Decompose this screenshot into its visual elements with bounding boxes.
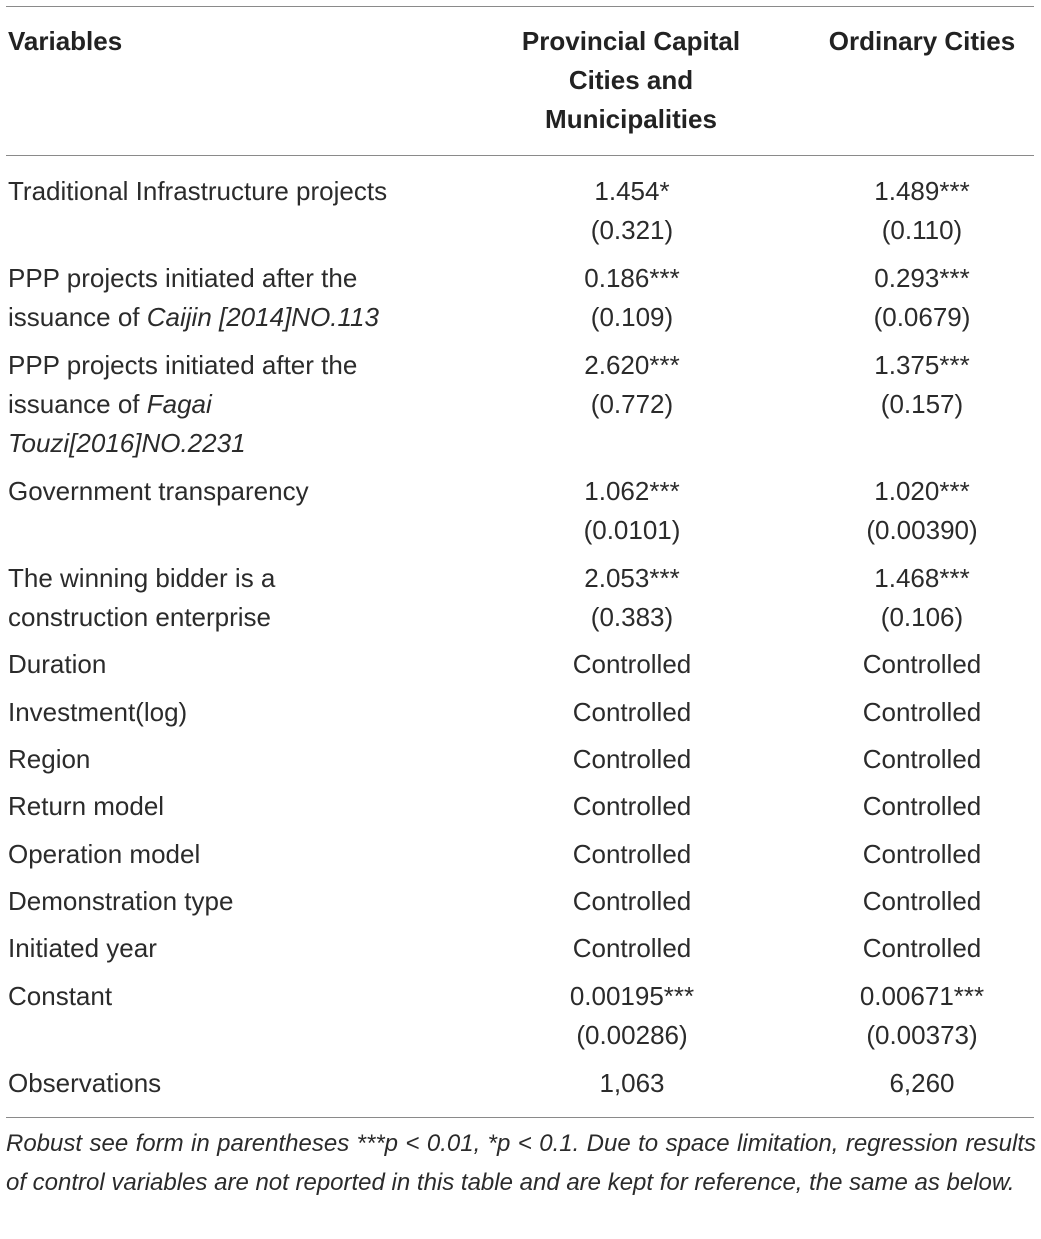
row-label: Investment(log) [8,697,188,727]
provincial-value: 0.186*** (0.109) [584,263,680,332]
provincial-value: Controlled [572,649,692,679]
provincial-value: 1,063 [599,1068,665,1098]
ordinary-value: 6,260 [889,1068,955,1098]
row-label: Government transparency [8,476,309,506]
header-col1-line3: Municipalities [545,104,717,134]
header-col1-line2: Cities and [568,65,694,95]
row-label: PPP projects initiated after the issuance of Fagai Touzi[2016]NO.2231 [8,350,358,458]
ordinary-value: Controlled [862,744,982,774]
provincial-value: 2.620*** (0.772) [584,350,680,419]
table-footnote: Robust see form in parentheses ***p < 0.01, *p < 0.1. Due to space limitation, regression results of control variables are not reported in this table and are kept for reference, the same as below. [6,1130,1036,1196]
provincial-value: Controlled [572,839,692,869]
header-ordinary-cities: Ordinary Cities [828,26,1016,56]
row-label: Observations [8,1068,162,1098]
ordinary-value: Controlled [862,791,982,821]
row-label: PPP projects initiated after the issuance of Caijin [2014]NO.113 [8,263,379,332]
top-rule [6,6,1034,7]
row-label: Return model [8,791,165,821]
row-label: Traditional Infrastructure projects [8,176,388,206]
ordinary-value: Controlled [862,886,982,916]
row-label: Demonstration type [8,886,234,916]
provincial-value: 1.062*** (0.0101) [583,476,681,545]
ordinary-value: 0.00671*** (0.00373) [859,981,985,1050]
header-rule [6,155,1034,156]
ordinary-value: 1.489*** (0.110) [874,176,970,245]
ordinary-value: 0.293*** (0.0679) [873,263,971,332]
ordinary-value: 1.468*** (0.106) [874,563,970,632]
provincial-value: Controlled [572,886,692,916]
row-label: Operation model [8,839,201,869]
row-label: Initiated year [8,933,157,963]
ordinary-value: Controlled [862,839,982,869]
row-label: Constant [8,981,113,1011]
header-col1-line1: Provincial Capital [521,26,741,56]
ordinary-value: Controlled [862,649,982,679]
row-label: The winning bidder is a construction enterprise [8,563,276,632]
ordinary-value: 1.020*** (0.00390) [866,476,978,545]
provincial-value: 2.053*** (0.383) [584,563,680,632]
row-label: Duration [8,649,107,679]
bottom-rule [6,1117,1034,1118]
provincial-value: 1.454* (0.321) [590,176,674,245]
ordinary-value: 1.375*** (0.157) [874,350,970,419]
header-variables: Variables [8,26,123,56]
provincial-value: 0.00195*** (0.00286) [569,981,695,1050]
ordinary-value: Controlled [862,933,982,963]
provincial-value: Controlled [572,791,692,821]
provincial-value: Controlled [572,933,692,963]
ordinary-value: Controlled [862,697,982,727]
provincial-value: Controlled [572,697,692,727]
header-provincial-capital-cities [492,22,770,139]
row-label: Region [8,744,91,774]
provincial-value: Controlled [572,744,692,774]
